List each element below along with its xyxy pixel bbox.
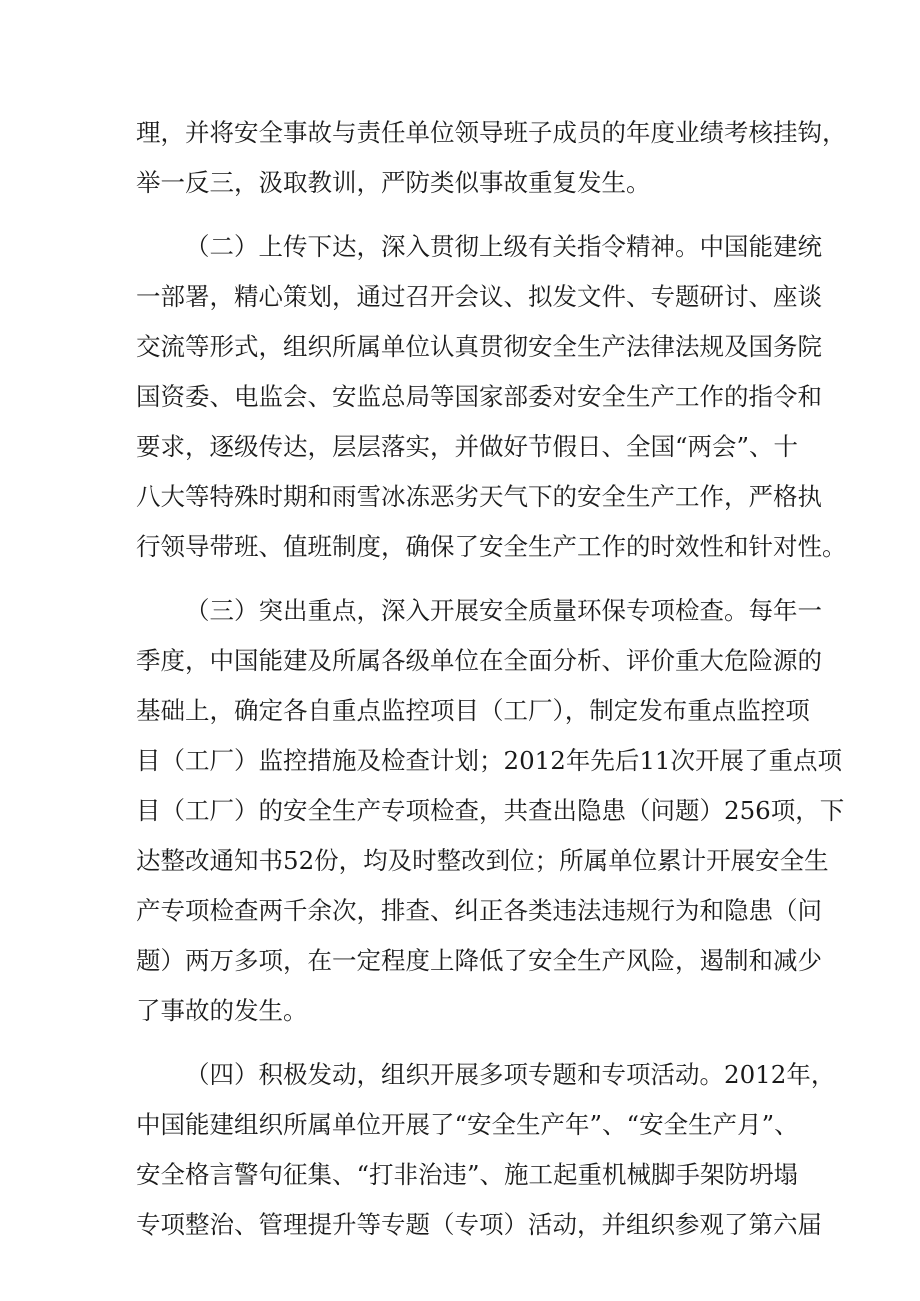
text-line: 目（工厂）监控措施及检查计划；2012年先后11次开展了重点项 [136,746,843,775]
text-line: 季度，中国能建及所属各级单位在全面分析、评价重大危险源的 [136,646,822,675]
text-line: （三）突出重点，深入开展安全质量环保专项检查。每年一 [185,596,822,625]
paragraph-1 [136,108,847,208]
text-line: 要求，逐级传达，层层落实，并做好节假日、全国“两会”、十 [136,432,799,461]
text-line: 中国能建组织所属单位开展了“安全生产年”、“安全生产月”、 [136,1110,799,1139]
paragraph-3 [136,586,845,1036]
text-line: 八大等特殊时期和雨雪冰冻恶劣天气下的安全生产工作，严格执 [136,482,822,511]
paragraph-2 [136,222,847,572]
text-line: 产专项检查两千余次，排查、纠正各类违法违规行为和隐患（问 [136,896,822,925]
text-line: 了事故的发生。 [136,996,308,1025]
document-body [136,108,847,1250]
text-line: 举一反三，汲取教训，严防类似事故重复发生。 [136,168,651,197]
text-line: 专项整治、管理提升等专题（专项）活动，并组织参观了第六届 [136,1210,822,1239]
text-line: 目（工厂）的安全生产专项检查，共查出隐患（问题）256项，下 [136,796,845,825]
text-line: 基础上，确定各自重点监控项目（工厂），制定发布重点监控项 [136,696,810,725]
text-line: 国资委、电监会、安监总局等国家部委对安全生产工作的指令和 [136,382,822,411]
text-line: 行领导带班、值班制度，确保了安全生产工作的时效性和针对性。 [136,532,847,561]
text-line: 达整改通知书52份，均及时整改到位；所属单位累计开展安全生 [136,846,829,875]
text-line: 交流等形式，组织所属单位认真贯彻安全生产法律法规及国务院 [136,332,822,361]
text-line: （四）积极发动，组织开展多项专题和专项活动。2012年， [185,1060,836,1089]
text-line: 理，并将安全事故与责任单位领导班子成员的年度业绩考核挂钩， [136,118,847,147]
text-line: 题）两万多项，在一定程度上降低了安全生产风险，遏制和减少 [136,946,822,975]
paragraph-4 [136,1050,836,1250]
text-line: （二）上传下达，深入贯彻上级有关指令精神。中国能建统 [185,232,822,261]
text-line: 安全格言警句征集、“打非治违”、施工起重机械脚手架防坍塌 [136,1160,799,1189]
text-line: 一部署，精心策划，通过召开会议、拟发文件、专题研讨、座谈 [136,282,822,311]
